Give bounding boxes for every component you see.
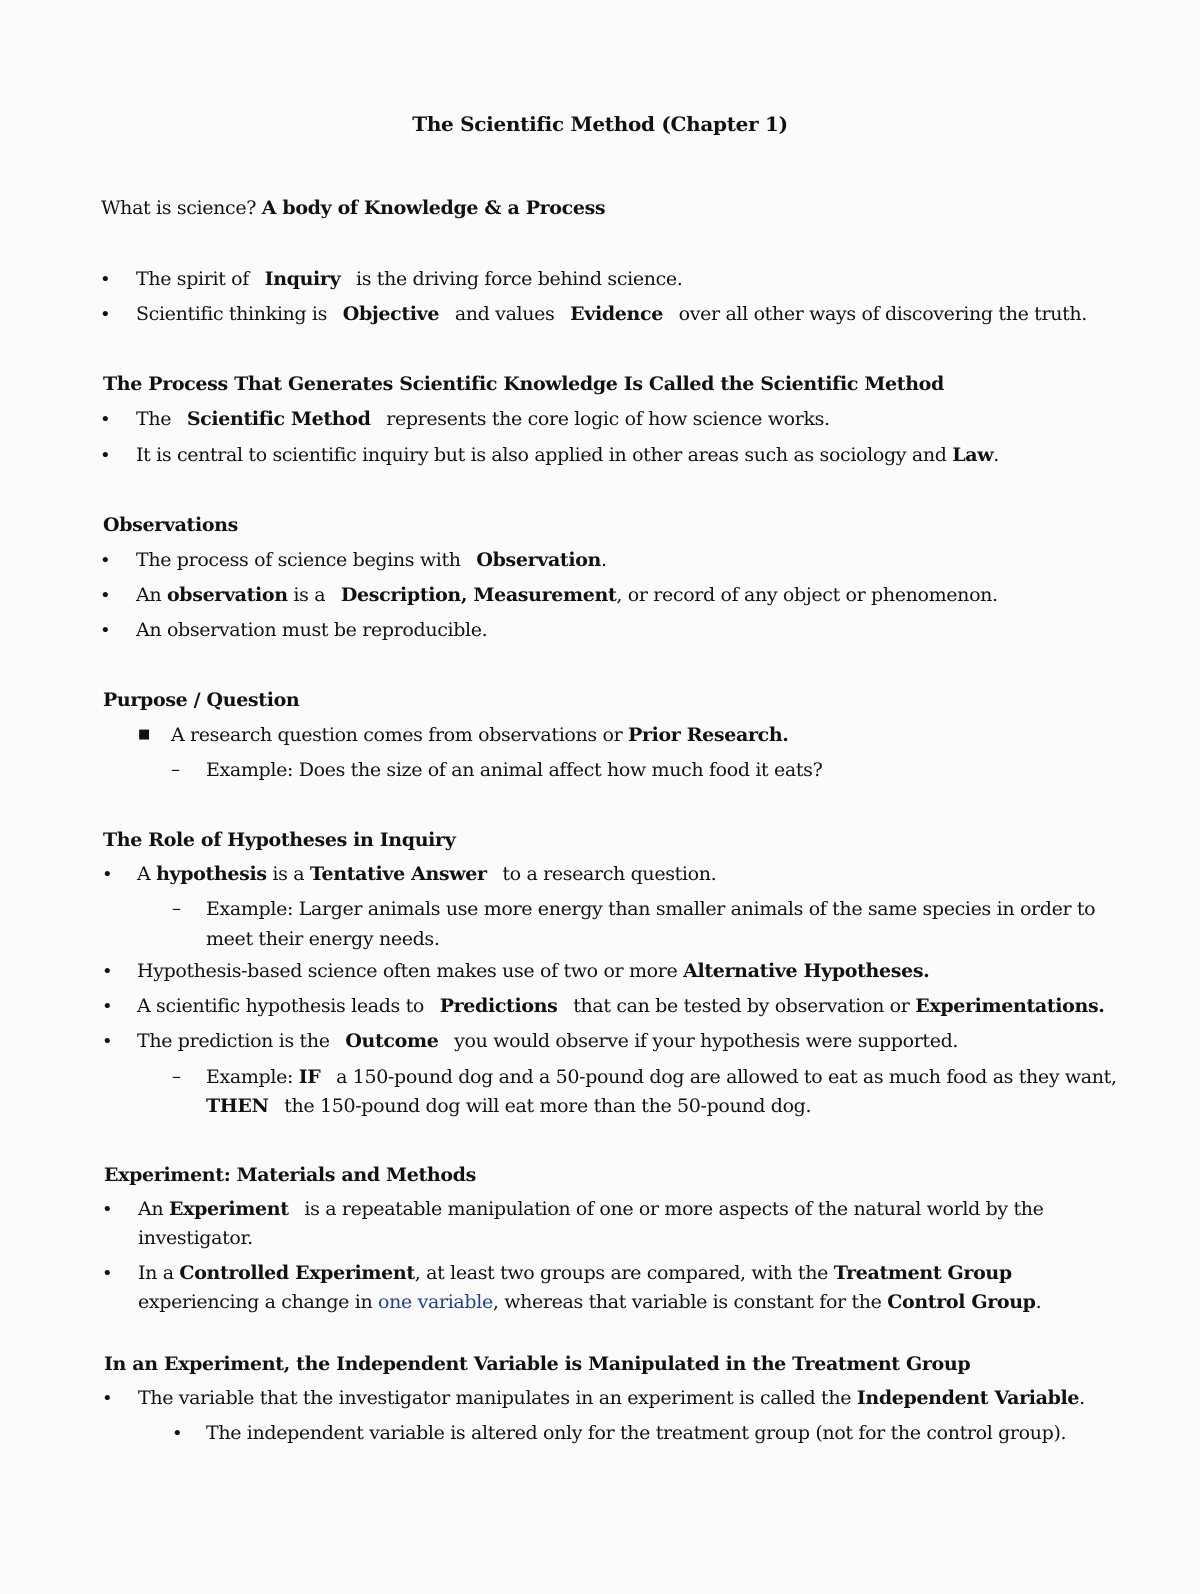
text: and values <box>454 303 555 325</box>
term: Observation <box>476 549 602 571</box>
term: Control Group <box>887 1291 1036 1313</box>
text: , at least two groups are compared, with the <box>414 1262 828 1284</box>
text: A scientific hypothesis leads to <box>137 995 424 1017</box>
term: Objective <box>342 303 440 325</box>
text: The process of science begins with <box>136 549 461 571</box>
term: observation <box>166 584 288 606</box>
dash-icon: – <box>171 759 180 780</box>
bullet-icon: • <box>102 864 113 885</box>
term: Alternative Hypotheses. <box>683 960 930 982</box>
list-item <box>138 1258 1012 1288</box>
text: . <box>993 444 999 466</box>
term: Description, Measurement <box>340 584 617 606</box>
term: Experimentations. <box>915 995 1105 1017</box>
term: Inquiry <box>264 268 341 290</box>
bullet-icon: • <box>100 550 111 571</box>
list-item <box>138 1194 1044 1224</box>
bullet-icon: • <box>102 996 113 1017</box>
bullet-icon: • <box>100 620 111 641</box>
dash-icon: – <box>172 898 181 919</box>
term: Predictions <box>439 995 558 1017</box>
list-item-continued <box>138 1287 1041 1317</box>
list-item <box>136 440 999 470</box>
bullet-icon: • <box>100 409 111 430</box>
list-item <box>136 580 998 610</box>
question-label: What is science? <box>101 197 257 219</box>
text: the 150-pound dog will eat more than the 50-pound dog. <box>284 1095 812 1117</box>
text: A <box>137 863 151 885</box>
text: to a research question. <box>502 863 717 885</box>
sub-item: Example: Larger animals use more energy than smaller animals of the same species in order to <box>206 898 1096 920</box>
term: Tentative Answer <box>309 863 487 885</box>
list-item <box>137 1026 958 1056</box>
term: Outcome <box>345 1030 439 1052</box>
text: An <box>138 1198 164 1220</box>
bullet-icon: • <box>100 304 111 325</box>
text: . <box>1079 1387 1085 1409</box>
section-heading: Experiment: Materials and Methods <box>104 1164 476 1186</box>
section-heading: The Process That Generates Scientific Knowledge Is Called the Scientific Method <box>103 373 944 395</box>
text: An <box>136 584 162 606</box>
sub-item <box>206 1062 1117 1092</box>
sub-item: The independent variable is altered only for the treatment group (not for the control group). <box>206 1422 1067 1444</box>
term: Evidence <box>570 303 663 325</box>
text: you would observe if your hypothesis were supported. <box>454 1030 959 1052</box>
sub-item-continued <box>206 1091 811 1121</box>
section-heading: In an Experiment, the Independent Variable is Manipulated in the Treatment Group <box>104 1353 971 1375</box>
bullet-icon: • <box>102 1388 113 1409</box>
square-bullet-icon: ■ <box>138 727 151 742</box>
text: , or record of any object or phenomenon. <box>616 584 998 606</box>
term: THEN <box>206 1095 269 1117</box>
term: Treatment Group <box>833 1262 1012 1284</box>
text: Scientific thinking is <box>136 303 328 325</box>
text: . <box>1035 1291 1042 1313</box>
text: is a <box>272 863 305 885</box>
list-item <box>137 859 716 889</box>
question-answer: A body of Knowledge & a Process <box>261 197 606 219</box>
bullet-icon: • <box>100 445 111 466</box>
bullet-icon: • <box>102 1263 113 1284</box>
text: experiencing a change in <box>138 1291 373 1313</box>
section-heading: Observations <box>103 514 238 536</box>
text: a 150-pound dog and a 50-pound dog are allowed to eat as much food as they want, <box>336 1066 1117 1088</box>
term: Controlled Experiment <box>179 1262 415 1284</box>
text: A research question comes from observations or <box>171 724 623 746</box>
text: that can be tested by observation or <box>573 995 910 1017</box>
sub-item: Example: Does the size of an animal affect how much food it eats? <box>206 759 823 781</box>
what-is-science-line <box>101 193 605 223</box>
bullet-icon: • <box>100 269 111 290</box>
list-item <box>171 720 789 750</box>
list-item <box>136 404 830 434</box>
list-item <box>136 545 607 575</box>
list-item <box>136 299 1087 329</box>
list-item: An observation must be reproducible. <box>136 619 488 641</box>
text: The variable that the investigator manipulates in an experiment is called the <box>138 1387 852 1409</box>
term: Prior Research. <box>628 724 789 746</box>
text: The <box>136 408 172 430</box>
bullet-icon: • <box>100 585 111 606</box>
text: , whereas that variable is constant for the <box>492 1291 882 1313</box>
dash-icon: – <box>172 1066 181 1087</box>
term: Independent Variable <box>856 1387 1080 1409</box>
text: . <box>601 549 607 571</box>
text: represents the core logic of how science works. <box>386 408 830 430</box>
list-item <box>137 956 929 986</box>
text: is a repeatable manipulation of one or more aspects of the natural world by the <box>304 1198 1044 1220</box>
term: IF <box>298 1066 321 1088</box>
list-item <box>138 1383 1085 1413</box>
text: Hypothesis-based science often makes use of two or more <box>137 960 678 982</box>
term: hypothesis <box>156 863 267 885</box>
term: Scientific Method <box>186 408 371 430</box>
text: is a <box>293 584 326 606</box>
page-title: The Scientific Method (Chapter 1) <box>412 112 788 136</box>
text: The prediction is the <box>137 1030 330 1052</box>
term: Law <box>952 444 994 466</box>
text: The spirit of <box>136 268 249 290</box>
bullet-icon: • <box>102 961 113 982</box>
sub-item-continued: meet their energy needs. <box>206 928 440 950</box>
section-heading: The Role of Hypotheses in Inquiry <box>103 829 456 851</box>
list-item <box>136 264 683 294</box>
section-heading: Purpose / Question <box>103 689 300 711</box>
term: Experiment <box>168 1198 289 1220</box>
text: is the driving force behind science. <box>355 268 683 290</box>
text: Example: <box>206 1066 294 1088</box>
bullet-icon: • <box>102 1199 113 1220</box>
text: It is central to scientific inquiry but is also applied in other areas such as sociology and <box>136 444 947 466</box>
highlighted-term: one variable <box>378 1291 493 1313</box>
list-item <box>137 991 1105 1021</box>
bullet-icon: • <box>102 1031 113 1052</box>
text: In a <box>138 1262 174 1284</box>
bullet-icon: • <box>172 1423 183 1444</box>
text: over all other ways of discovering the truth. <box>678 303 1087 325</box>
list-item-continued: investigator. <box>138 1227 253 1249</box>
